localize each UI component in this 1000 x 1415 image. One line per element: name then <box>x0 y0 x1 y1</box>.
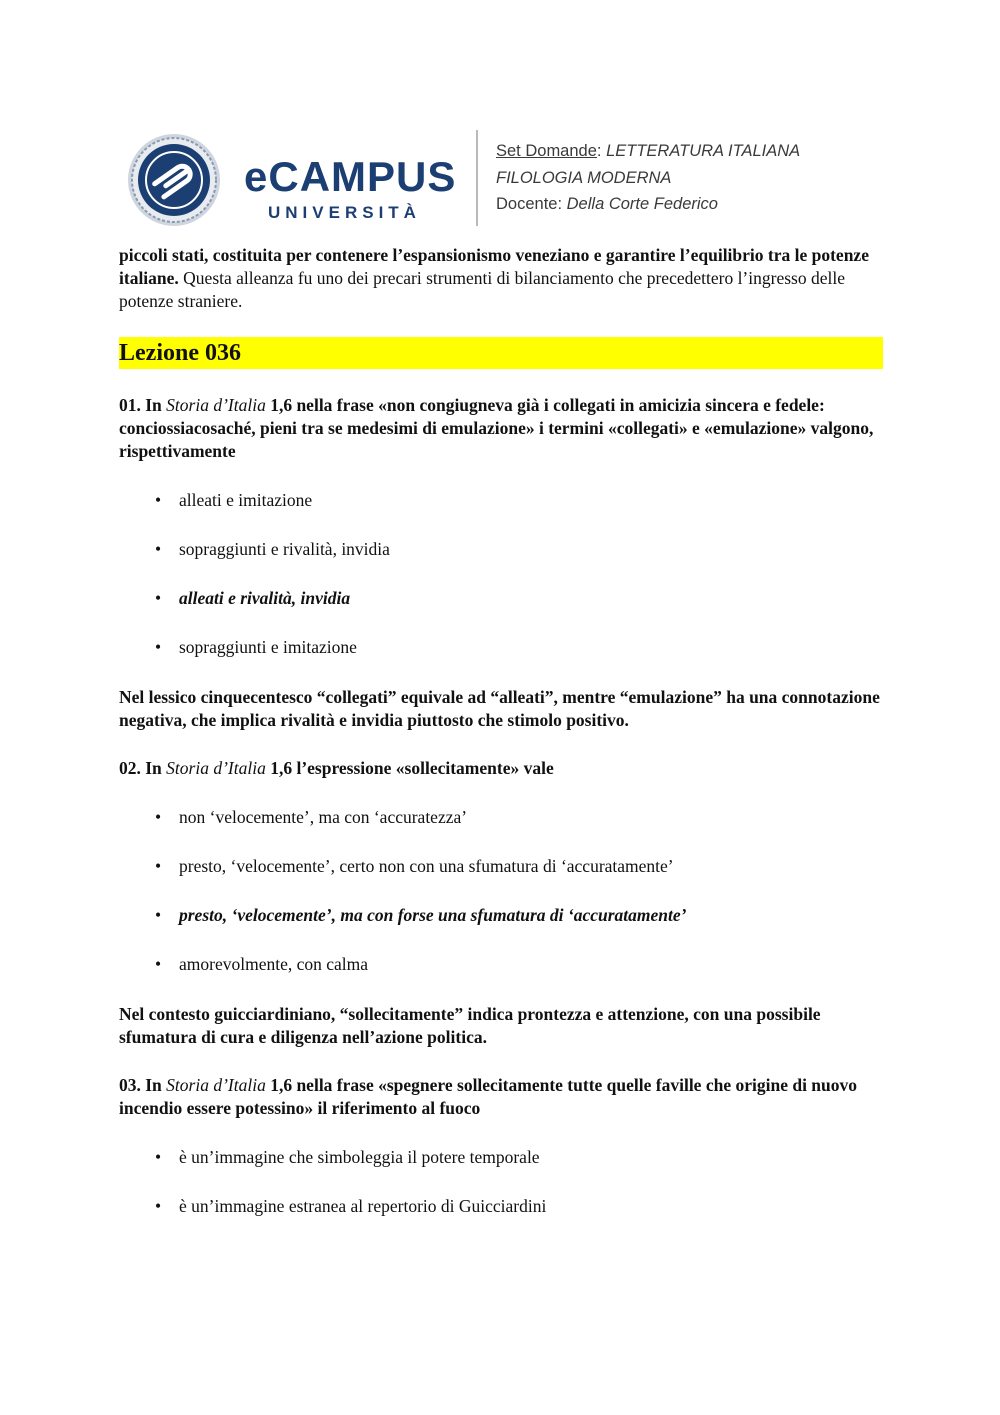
bullet-icon: • <box>155 1147 162 1167</box>
question-1 <box>119 394 883 463</box>
answer-option-correct <box>119 904 883 927</box>
docente-label: Docente <box>496 195 558 213</box>
logo-subtitle: UNIVERSITÀ <box>268 203 421 222</box>
answer-options-2 <box>119 806 883 976</box>
explanation-2: Nel contesto guicciardiniano, “sollecitamente” indica prontezza e attenzione, con una possibile sfumatura di cura e diligenza nell’azione politica. <box>119 1004 821 1047</box>
set-label: Set Domande <box>496 142 597 160</box>
question-work-title: Storia d’Italia <box>166 1075 266 1095</box>
intro-bold-text: piccoli stati, costituita per contenere l’espansionismo veneziano e garantire l’equilibrio tra le potenze italiane. <box>119 245 869 288</box>
intro-normal-text: Questa alleanza fu uno dei precari strumenti di bilanciamento che precedettero l’ingresso delle potenze straniere. <box>119 268 845 311</box>
bullet-icon: • <box>155 637 162 657</box>
intro-paragraph <box>119 244 883 313</box>
bullet-icon: • <box>155 905 162 925</box>
bullet-icon: • <box>155 588 162 608</box>
bullet-icon: • <box>155 954 162 974</box>
question-2 <box>119 757 883 780</box>
question-text: 1,6 nella frase «non congiugneva già i collegati in amicizia sincera e fedele: conciossiacosaché, pieni tra se medesimi di emulazione» i termini «collegati» e «emulazione» valgono, rispettivamente <box>119 395 874 461</box>
answer-options-1 <box>119 489 883 659</box>
bullet-icon: • <box>155 1196 162 1216</box>
bullet-icon: • <box>155 490 162 510</box>
answer-option-text: non ‘velocemente’, ma con ‘accuratezza’ <box>179 807 468 827</box>
document-body <box>119 244 883 1218</box>
answer-option-text: presto, ‘velocemente’, ma con forse una sfumatura di ‘accuratamente’ <box>179 905 687 925</box>
logo-wordmark: eCAMPUS <box>244 153 457 200</box>
docente-value: Della Corte Federico <box>566 195 718 213</box>
page-header <box>126 128 886 228</box>
question-number: 02. In <box>119 758 162 778</box>
answer-option-text: alleati e imitazione <box>179 490 313 510</box>
course-info <box>496 138 800 218</box>
question-work-title: Storia d’Italia <box>166 758 266 778</box>
answer-option-text: amorevolmente, con calma <box>179 954 369 974</box>
answer-option-correct <box>119 587 883 610</box>
answer-options-3 <box>119 1146 883 1218</box>
answer-option <box>119 1146 883 1169</box>
set-line: Set Domande: LETTERATURA ITALIANA <box>496 142 801 160</box>
bullet-icon: • <box>155 539 162 559</box>
answer-option <box>119 806 883 829</box>
question-number: 01. In <box>119 395 162 415</box>
answer-option-text: è un’immagine estranea al repertorio di Guicciardini <box>179 1196 547 1216</box>
answer-option <box>119 1195 883 1218</box>
lesson-heading-bar <box>119 337 883 369</box>
header-divider <box>476 130 478 226</box>
set-line-2 <box>496 165 800 192</box>
set-value: LETTERATURA ITALIANA <box>606 142 801 160</box>
question-text: 1,6 l’espressione «sollecitamente» vale <box>265 758 554 778</box>
answer-option-text: è un’immagine che simboleggia il potere temporale <box>179 1147 540 1167</box>
bullet-icon: • <box>155 807 162 827</box>
answer-option <box>119 953 883 976</box>
question-text: 1,6 nella frase «spegnere sollecitamente tutte quelle faville che origine di nuovo incendio essere potessino» il riferimento al fuoco <box>119 1075 858 1118</box>
answer-option <box>119 636 883 659</box>
answer-option <box>119 538 883 561</box>
answer-option-text: sopraggiunti e imitazione <box>179 637 357 657</box>
question-3 <box>119 1074 883 1120</box>
question-number: 03. In <box>119 1075 162 1095</box>
university-seal-logo <box>126 132 222 228</box>
answer-option <box>119 489 883 512</box>
explanation-1: Nel lessico cinquecentesco “collegati” equivale ad “alleati”, mentre “emulazione” ha una connotazione negativa, che implica rivalità e invidia piuttosto che stimolo positivo. <box>119 687 880 730</box>
question-work-title: Storia d’Italia <box>166 395 266 415</box>
answer-option <box>119 855 883 878</box>
set-value-line2: FILOLOGIA MODERNA <box>496 168 672 187</box>
answer-option-text: sopraggiunti e rivalità, invidia <box>179 539 390 559</box>
bullet-icon: • <box>155 856 162 876</box>
answer-option-text: alleati e rivalità, invidia <box>179 588 351 608</box>
answer-option-text: presto, ‘velocemente’, certo non con una sfumatura di ‘accuratamente’ <box>179 856 674 876</box>
lesson-title: Lezione 036 <box>119 340 241 366</box>
docente-line: Docente: Della Corte Federico <box>496 195 718 213</box>
